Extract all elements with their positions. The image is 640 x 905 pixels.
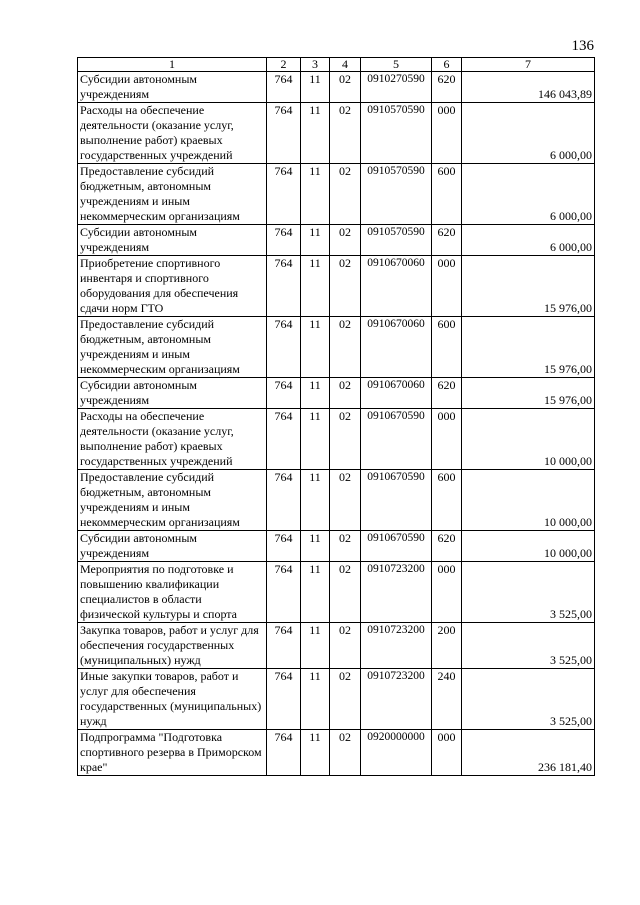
amount-cell: 3 525,00 bbox=[462, 623, 595, 669]
column-header: 2 bbox=[267, 58, 301, 72]
expense-type-cell: 200 bbox=[432, 623, 462, 669]
expense-name-cell: Предоставление субсидий бюджетным, автономным учреждениям и иным некоммерческим организациям bbox=[78, 164, 267, 225]
ministry-code-cell: 764 bbox=[267, 730, 301, 776]
target-article-cell: 0910570590 bbox=[361, 225, 432, 256]
table-row bbox=[78, 72, 595, 103]
amount-cell: 10 000,00 bbox=[462, 531, 595, 562]
table-row bbox=[78, 225, 595, 256]
expense-name-cell: Субсидии автономным учреждениям bbox=[78, 72, 267, 103]
section-code-cell: 11 bbox=[301, 72, 330, 103]
section-code-cell: 11 bbox=[301, 256, 330, 317]
column-header: 5 bbox=[361, 58, 432, 72]
section-code-cell: 11 bbox=[301, 562, 330, 623]
expense-name-cell: Закупка товаров, работ и услуг для обеспечения государственных (муниципальных) нужд bbox=[78, 623, 267, 669]
ministry-code-cell: 764 bbox=[267, 72, 301, 103]
target-article-cell: 0910670590 bbox=[361, 409, 432, 470]
table-row bbox=[78, 409, 595, 470]
target-article-cell: 0910670060 bbox=[361, 256, 432, 317]
ministry-code-cell: 764 bbox=[267, 531, 301, 562]
table-row bbox=[78, 531, 595, 562]
amount-cell: 15 976,00 bbox=[462, 256, 595, 317]
table-row bbox=[78, 378, 595, 409]
amount-cell: 15 976,00 bbox=[462, 317, 595, 378]
target-article-cell: 0910670590 bbox=[361, 531, 432, 562]
table-row bbox=[78, 317, 595, 378]
subsection-code-cell: 02 bbox=[330, 317, 361, 378]
expense-type-cell: 620 bbox=[432, 72, 462, 103]
target-article-cell: 0910723200 bbox=[361, 562, 432, 623]
expense-name-cell: Подпрограмма "Подготовка спортивного резерва в Приморском крае" bbox=[78, 730, 267, 776]
column-header: 3 bbox=[301, 58, 330, 72]
subsection-code-cell: 02 bbox=[330, 225, 361, 256]
expense-type-cell: 000 bbox=[432, 730, 462, 776]
expense-name-cell: Субсидии автономным учреждениям bbox=[78, 531, 267, 562]
amount-cell: 6 000,00 bbox=[462, 164, 595, 225]
target-article-cell: 0920000000 bbox=[361, 730, 432, 776]
expense-name-cell: Предоставление субсидий бюджетным, автономным учреждениям и иным некоммерческим организациям bbox=[78, 470, 267, 531]
expense-name-cell: Приобретение спортивного инвентаря и спортивного оборудования для обеспечения сдачи норм ГТО bbox=[78, 256, 267, 317]
target-article-cell: 0910670590 bbox=[361, 470, 432, 531]
expense-type-cell: 600 bbox=[432, 164, 462, 225]
table-row bbox=[78, 623, 595, 669]
expense-name-cell: Расходы на обеспечение деятельности (оказание услуг, выполнение работ) краевых государственных учреждений bbox=[78, 103, 267, 164]
expense-name-cell: Мероприятия по подготовке и повышению квалификации специалистов в области физической культуры и спорта bbox=[78, 562, 267, 623]
section-code-cell: 11 bbox=[301, 164, 330, 225]
ministry-code-cell: 764 bbox=[267, 103, 301, 164]
section-code-cell: 11 bbox=[301, 225, 330, 256]
section-code-cell: 11 bbox=[301, 623, 330, 669]
expense-type-cell: 000 bbox=[432, 103, 462, 164]
ministry-code-cell: 764 bbox=[267, 317, 301, 378]
amount-cell: 146 043,89 bbox=[462, 72, 595, 103]
expense-name-cell: Субсидии автономным учреждениям bbox=[78, 378, 267, 409]
table-row bbox=[78, 562, 595, 623]
column-header: 6 bbox=[432, 58, 462, 72]
target-article-cell: 0910570590 bbox=[361, 164, 432, 225]
subsection-code-cell: 02 bbox=[330, 669, 361, 730]
table-row bbox=[78, 256, 595, 317]
budget-table bbox=[77, 57, 595, 776]
ministry-code-cell: 764 bbox=[267, 225, 301, 256]
ministry-code-cell: 764 bbox=[267, 164, 301, 225]
table-body bbox=[78, 72, 595, 776]
expense-type-cell: 600 bbox=[432, 470, 462, 531]
section-code-cell: 11 bbox=[301, 103, 330, 164]
header-row bbox=[78, 58, 595, 72]
amount-cell: 236 181,40 bbox=[462, 730, 595, 776]
ministry-code-cell: 764 bbox=[267, 623, 301, 669]
subsection-code-cell: 02 bbox=[330, 531, 361, 562]
column-header: 4 bbox=[330, 58, 361, 72]
expense-type-cell: 600 bbox=[432, 317, 462, 378]
subsection-code-cell: 02 bbox=[330, 164, 361, 225]
target-article-cell: 0910723200 bbox=[361, 623, 432, 669]
table-row bbox=[78, 164, 595, 225]
section-code-cell: 11 bbox=[301, 669, 330, 730]
ministry-code-cell: 764 bbox=[267, 409, 301, 470]
amount-cell: 3 525,00 bbox=[462, 669, 595, 730]
page-number: 136 bbox=[571, 38, 594, 54]
expense-type-cell: 620 bbox=[432, 378, 462, 409]
column-header: 1 bbox=[78, 58, 267, 72]
subsection-code-cell: 02 bbox=[330, 72, 361, 103]
expense-type-cell: 620 bbox=[432, 531, 462, 562]
target-article-cell: 0910723200 bbox=[361, 669, 432, 730]
section-code-cell: 11 bbox=[301, 730, 330, 776]
target-article-cell: 0910570590 bbox=[361, 103, 432, 164]
subsection-code-cell: 02 bbox=[330, 103, 361, 164]
subsection-code-cell: 02 bbox=[330, 256, 361, 317]
ministry-code-cell: 764 bbox=[267, 562, 301, 623]
amount-cell: 10 000,00 bbox=[462, 470, 595, 531]
subsection-code-cell: 02 bbox=[330, 470, 361, 531]
expense-name-cell: Иные закупки товаров, работ и услуг для обеспечения государственных (муниципальных) нужд bbox=[78, 669, 267, 730]
section-code-cell: 11 bbox=[301, 531, 330, 562]
expense-type-cell: 000 bbox=[432, 562, 462, 623]
column-header: 7 bbox=[462, 58, 595, 72]
expense-name-cell: Субсидии автономным учреждениям bbox=[78, 225, 267, 256]
ministry-code-cell: 764 bbox=[267, 470, 301, 531]
amount-cell: 3 525,00 bbox=[462, 562, 595, 623]
expense-name-cell: Предоставление субсидий бюджетным, автономным учреждениям и иным некоммерческим организациям bbox=[78, 317, 267, 378]
ministry-code-cell: 764 bbox=[267, 256, 301, 317]
amount-cell: 10 000,00 bbox=[462, 409, 595, 470]
expense-type-cell: 240 bbox=[432, 669, 462, 730]
expense-type-cell: 000 bbox=[432, 409, 462, 470]
section-code-cell: 11 bbox=[301, 317, 330, 378]
subsection-code-cell: 02 bbox=[330, 730, 361, 776]
target-article-cell: 0910670060 bbox=[361, 378, 432, 409]
ministry-code-cell: 764 bbox=[267, 378, 301, 409]
subsection-code-cell: 02 bbox=[330, 562, 361, 623]
subsection-code-cell: 02 bbox=[330, 378, 361, 409]
expense-name-cell: Расходы на обеспечение деятельности (оказание услуг, выполнение работ) краевых государственных учреждений bbox=[78, 409, 267, 470]
section-code-cell: 11 bbox=[301, 378, 330, 409]
table-row bbox=[78, 103, 595, 164]
table-row bbox=[78, 669, 595, 730]
amount-cell: 6 000,00 bbox=[462, 225, 595, 256]
subsection-code-cell: 02 bbox=[330, 409, 361, 470]
target-article-cell: 0910270590 bbox=[361, 72, 432, 103]
amount-cell: 6 000,00 bbox=[462, 103, 595, 164]
expense-type-cell: 620 bbox=[432, 225, 462, 256]
section-code-cell: 11 bbox=[301, 470, 330, 531]
target-article-cell: 0910670060 bbox=[361, 317, 432, 378]
section-code-cell: 11 bbox=[301, 409, 330, 470]
subsection-code-cell: 02 bbox=[330, 623, 361, 669]
ministry-code-cell: 764 bbox=[267, 669, 301, 730]
table-row bbox=[78, 730, 595, 776]
amount-cell: 15 976,00 bbox=[462, 378, 595, 409]
expense-type-cell: 000 bbox=[432, 256, 462, 317]
table-row bbox=[78, 470, 595, 531]
